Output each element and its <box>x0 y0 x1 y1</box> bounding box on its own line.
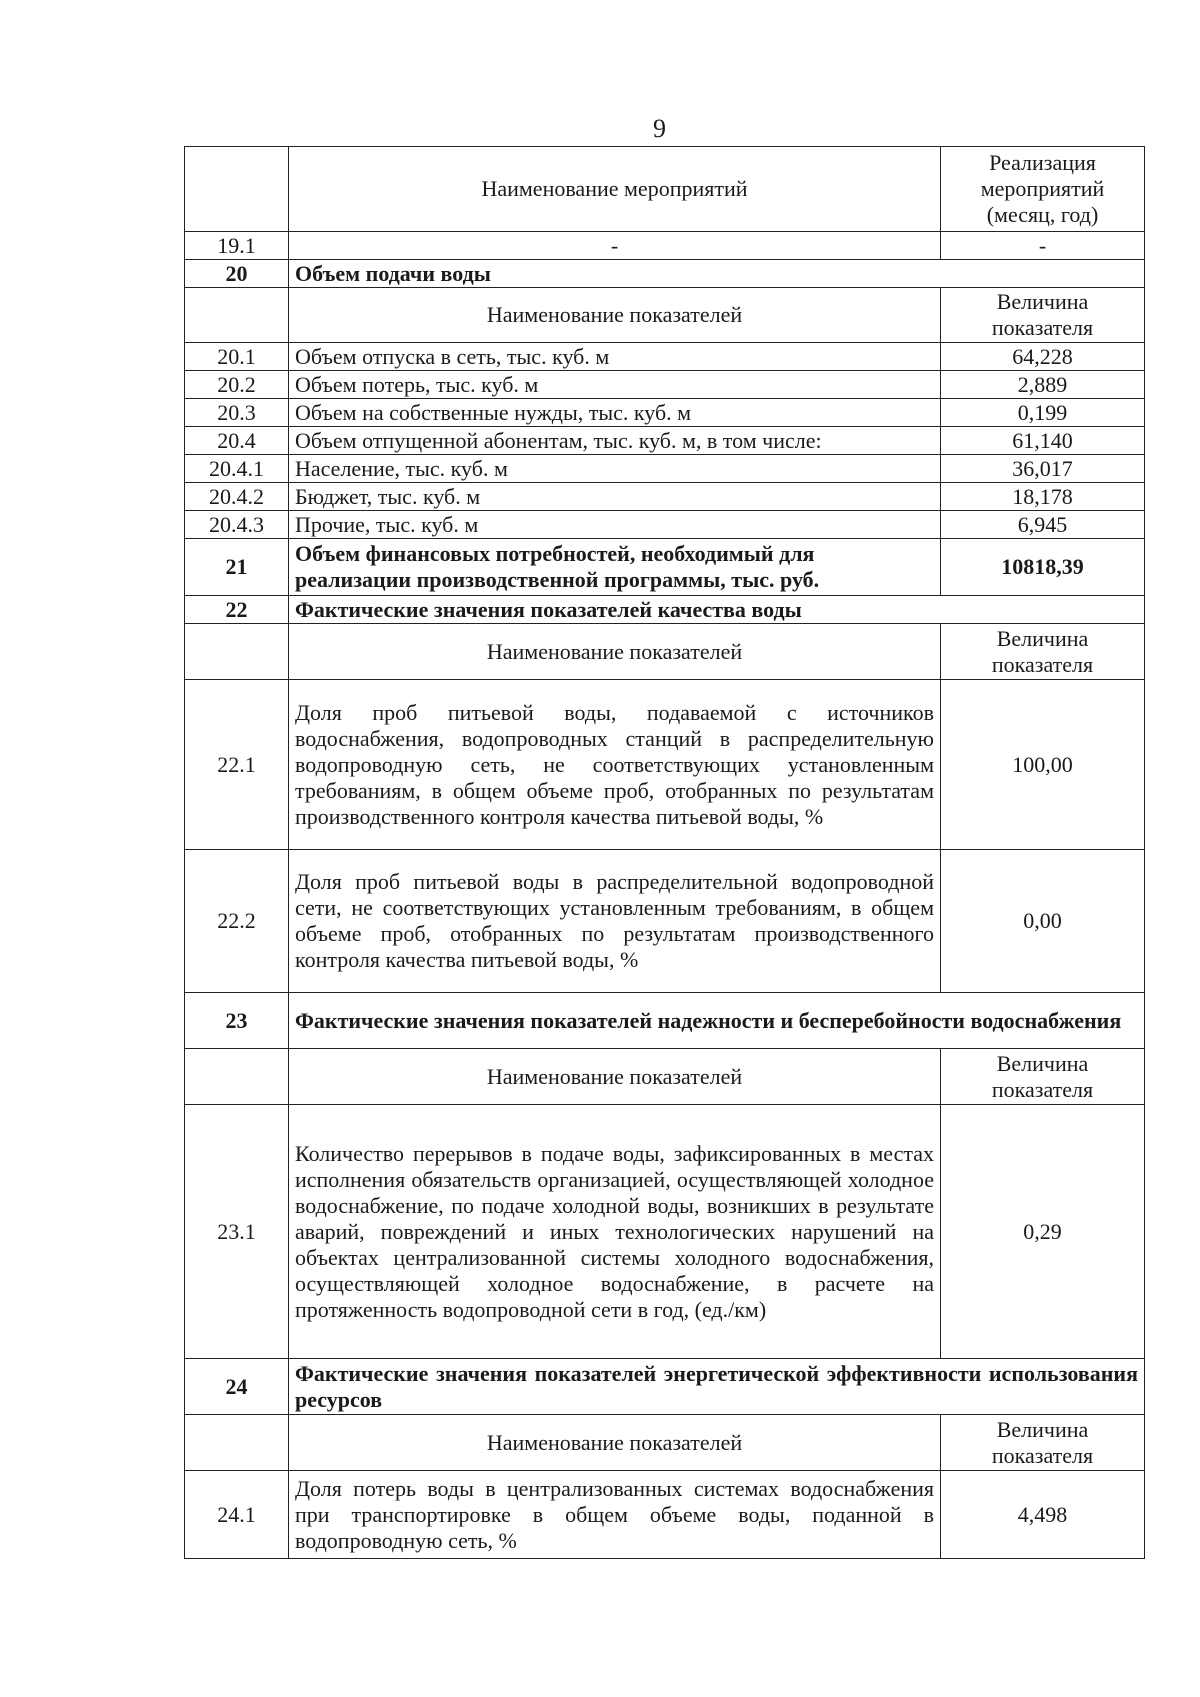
subheader-name-cell: Наименование показателей <box>289 624 941 680</box>
row-num: 20.3 <box>185 399 289 427</box>
subheader-value-cell: Величина показателя <box>941 1415 1145 1471</box>
section-value: 10818,39 <box>941 539 1145 596</box>
page-number-text: 9 <box>653 114 666 143</box>
row-name: Население, тыс. куб. м <box>289 455 941 483</box>
row-num: 19.1 <box>185 232 289 260</box>
row-name: Объем на собственные нужды, тыс. куб. м <box>289 399 941 427</box>
section-title: Объем финансовых потребностей, необходимый для реализации производственной программы, тыс. руб. <box>289 539 941 596</box>
header-num-cell <box>185 147 289 232</box>
table-row <box>185 343 1145 371</box>
table-row <box>185 427 1145 455</box>
section-num: 23 <box>185 993 289 1049</box>
row-value: 100,00 <box>941 680 1145 850</box>
row-name: - <box>289 232 941 260</box>
subheader-num-cell <box>185 1049 289 1105</box>
row-value: 6,945 <box>941 511 1145 539</box>
section-row <box>185 260 1145 288</box>
section-row <box>185 596 1145 624</box>
section-row <box>185 539 1145 596</box>
table-row <box>185 850 1145 993</box>
row-num: 20.4.2 <box>185 483 289 511</box>
row-num: 22.2 <box>185 850 289 993</box>
subheader-name-cell: Наименование показателей <box>289 1049 941 1105</box>
table-header-row <box>185 147 1145 232</box>
row-value: 0,199 <box>941 399 1145 427</box>
row-value: 2,889 <box>941 371 1145 399</box>
table-row <box>185 1105 1145 1359</box>
subheader-num-cell <box>185 288 289 343</box>
header-impl-cell: Реализация мероприятий (месяц, год) <box>941 147 1145 232</box>
subheader-num-cell <box>185 624 289 680</box>
section-title: Фактические значения показателей надежности и бесперебойности водоснабжения <box>289 993 1145 1049</box>
table-row <box>185 371 1145 399</box>
row-name: Доля проб питьевой воды в распределительной водопроводной сети, не соответствующих установленным требованиям, в общем объеме проб, отобранных по результатам производственного контроля качества питьевой воды, % <box>289 850 941 993</box>
section-num: 24 <box>185 1359 289 1415</box>
indicators-table <box>184 146 1145 1559</box>
subheader-row <box>185 1415 1145 1471</box>
row-num: 20.4.3 <box>185 511 289 539</box>
row-name: Объем отпуска в сеть, тыс. куб. м <box>289 343 941 371</box>
header-name-cell: Наименование мероприятий <box>289 147 941 232</box>
subheader-value-cell: Величина показателя <box>941 1049 1145 1105</box>
section-title: Объем подачи воды <box>289 260 1145 288</box>
table-row <box>185 680 1145 850</box>
row-name: Объем потерь, тыс. куб. м <box>289 371 941 399</box>
section-num: 21 <box>185 539 289 596</box>
subheader-row <box>185 288 1145 343</box>
subheader-row <box>185 1049 1145 1105</box>
row-value: 0,29 <box>941 1105 1145 1359</box>
subheader-num-cell <box>185 1415 289 1471</box>
row-value: 0,00 <box>941 850 1145 993</box>
subheader-name-cell: Наименование показателей <box>289 288 941 343</box>
row-value: 64,228 <box>941 343 1145 371</box>
row-num: 24.1 <box>185 1471 289 1559</box>
row-name: Доля проб питьевой воды, подаваемой с источников водоснабжения, водопроводных станций в распределительную водопроводную сеть, не соответствующих установленным требованиям, в общем объеме проб, отобранных по результатам производственного контроля качества питьевой воды, % <box>289 680 941 850</box>
section-row <box>185 1359 1145 1415</box>
section-num: 22 <box>185 596 289 624</box>
subheader-row <box>185 624 1145 680</box>
table-row <box>185 399 1145 427</box>
row-num: 20.2 <box>185 371 289 399</box>
table-row <box>185 511 1145 539</box>
subheader-value-cell: Величина показателя <box>941 288 1145 343</box>
row-value: 4,498 <box>941 1471 1145 1559</box>
row-name: Объем отпущенной абонентам, тыс. куб. м, в том числе: <box>289 427 941 455</box>
row-name: Количество перерывов в подаче воды, зафиксированных в местах исполнения обязательств организацией, осуществляющей холодное водоснабжение, по подаче холодной воды, возникших в результате аварий, повреждений и иных технологических нарушений на объектах централизованной системы холодного водоснабжения, осуществляющей холодное водоснабжение, в расчете на протяженность водопроводной сети в год, (ед./км) <box>289 1105 941 1359</box>
row-value: 18,178 <box>941 483 1145 511</box>
row-value: 36,017 <box>941 455 1145 483</box>
row-name: Бюджет, тыс. куб. м <box>289 483 941 511</box>
row-value: - <box>941 232 1145 260</box>
subheader-name-cell: Наименование показателей <box>289 1415 941 1471</box>
table-row <box>185 1471 1145 1559</box>
section-title: Фактические значения показателей качества воды <box>289 596 1145 624</box>
row-num: 20.4 <box>185 427 289 455</box>
section-num: 20 <box>185 260 289 288</box>
row-value: 61,140 <box>941 427 1145 455</box>
row-num: 20.4.1 <box>185 455 289 483</box>
row-name: Доля потерь воды в централизованных системах водоснабжения при транспортировке в общем объеме воды, поданной в водопроводную сеть, % <box>289 1471 941 1559</box>
table-row <box>185 483 1145 511</box>
section-title: Фактические значения показателей энергетической эффективности использования ресурсов <box>289 1359 1145 1415</box>
table-row <box>185 232 1145 260</box>
row-num: 22.1 <box>185 680 289 850</box>
subheader-value-cell: Величина показателя <box>941 624 1145 680</box>
row-num: 20.1 <box>185 343 289 371</box>
table-row <box>185 455 1145 483</box>
row-num: 23.1 <box>185 1105 289 1359</box>
section-row <box>185 993 1145 1049</box>
row-name: Прочие, тыс. куб. м <box>289 511 941 539</box>
